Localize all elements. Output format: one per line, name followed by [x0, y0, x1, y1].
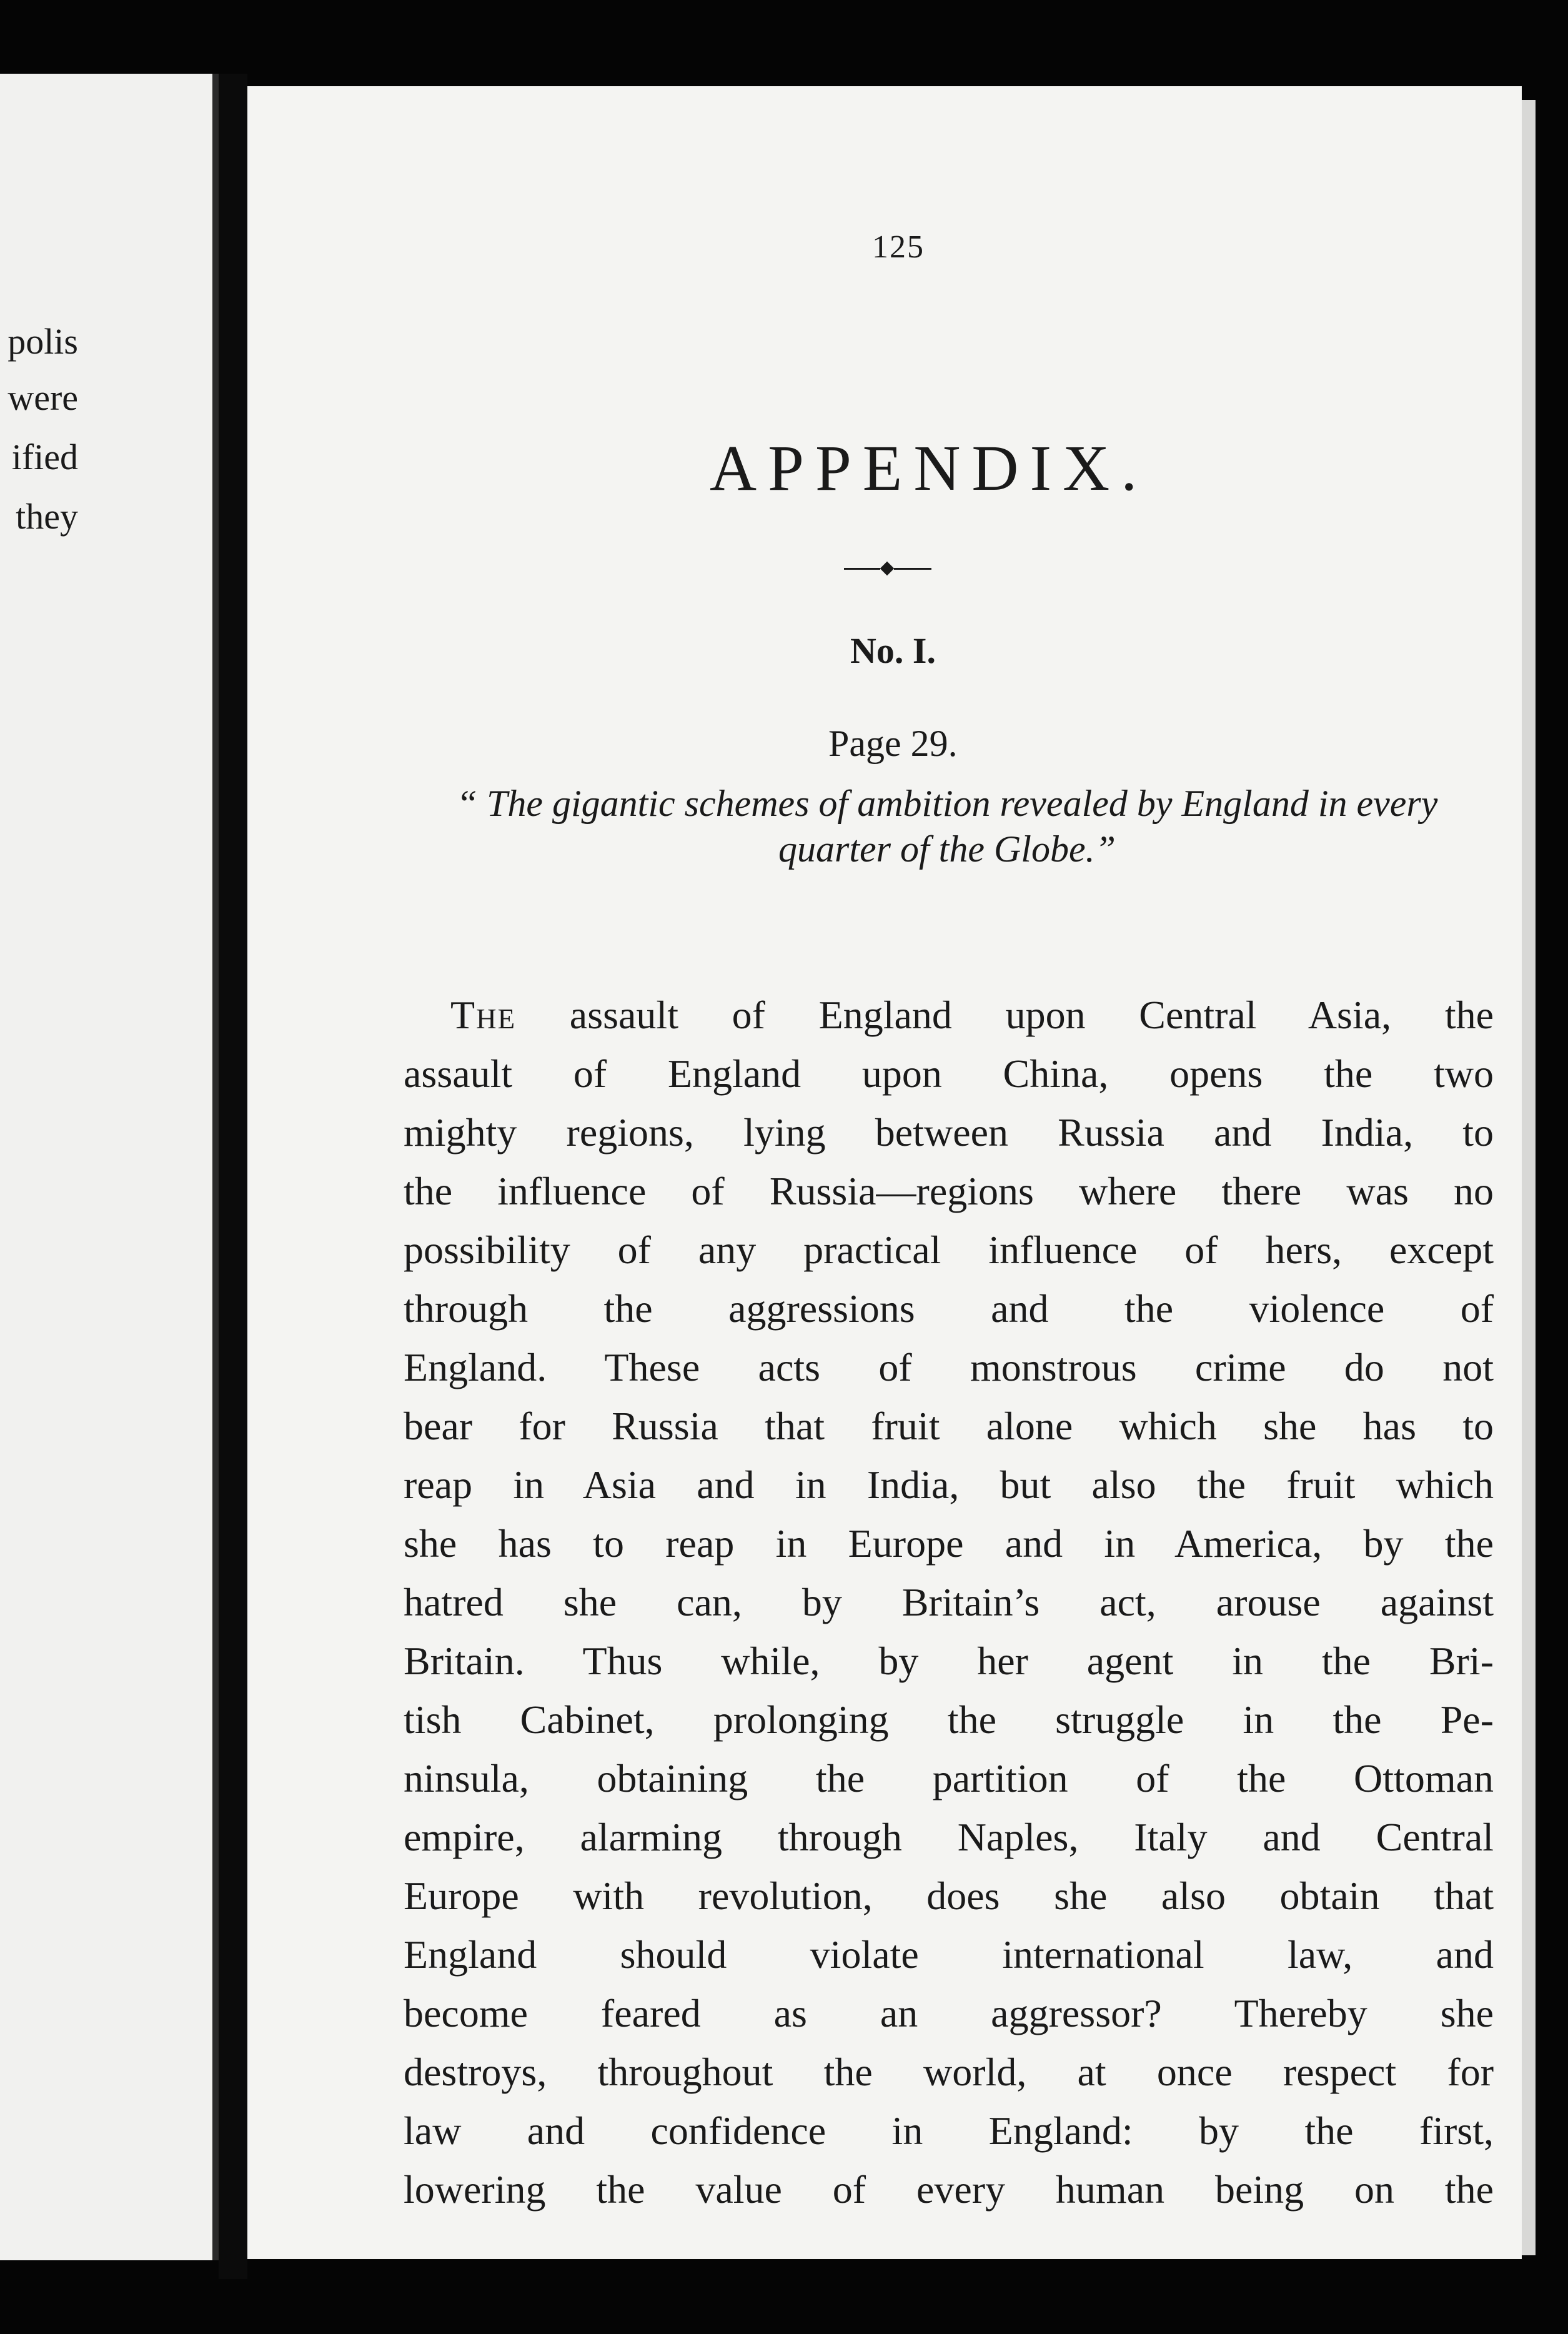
text-line: Europe with revolution, does she also obtain that — [404, 1874, 1494, 1918]
text-line: through the aggressions and the violence of — [404, 1286, 1494, 1331]
text-line: empire, alarming through Naples, Italy and Central — [404, 1815, 1494, 1859]
divider-ornament — [844, 564, 931, 574]
drop-word: The — [450, 993, 517, 1037]
text-line: tish Cabinet, prolonging the struggle in the Pe- — [404, 1697, 1494, 1742]
epigraph-quote: “ The gigantic schemes of ambition revealed by England in every quarter of the Globe.” — [456, 783, 1438, 870]
text-line: reap in Asia and in India, but also the fruit which — [404, 1462, 1494, 1507]
text-line: bear for Russia that fruit alone which she has to — [404, 1404, 1494, 1448]
facing-page-fragment: they — [16, 496, 78, 537]
page-reference: Page 29. — [828, 723, 958, 764]
text-line: law and confidence in England: by the first, — [404, 2108, 1494, 2153]
page-number: 125 — [872, 229, 925, 265]
text-line: assault of England upon China, opens the two — [404, 1051, 1494, 1096]
facing-page — [0, 74, 219, 2260]
text-line: England should violate international law, and — [404, 1932, 1494, 1977]
text-line: The assault of England upon Central Asia, the — [450, 993, 1494, 1037]
facing-page-fragment: were — [7, 377, 78, 418]
text-line: possibility of any practical influence of hers, except — [404, 1228, 1494, 1272]
document-page — [247, 86, 1522, 2259]
page-title: APPENDIX. — [710, 432, 1149, 504]
page-edge — [1522, 100, 1536, 2255]
facing-page-fragment: polis — [7, 321, 78, 362]
text-line: Britain. Thus while, by her agent in the Bri- — [404, 1639, 1494, 1683]
text-line: become feared as an aggressor? Thereby she — [404, 1991, 1494, 2035]
text-line: destroys, throughout the world, at once respect for — [404, 2050, 1494, 2094]
text-line: ninsula, obtaining the partition of the Ottoman — [404, 1756, 1494, 1800]
text-line: lowering the value of every human being on the — [404, 2167, 1494, 2212]
facing-page-fragment: ified — [11, 437, 78, 477]
text-line: she has to reap in Europe and in America, by the — [404, 1521, 1494, 1566]
body-paragraph — [404, 986, 1494, 2219]
text-line: the influence of Russia—regions where there was no — [404, 1169, 1494, 1213]
section-number: No. I. — [850, 630, 936, 671]
text-line: England. These acts of monstrous crime do not — [404, 1345, 1494, 1389]
book-gutter — [219, 74, 247, 2279]
text-line: hatred she can, by Britain’s act, arouse against — [404, 1580, 1494, 1624]
text-line: mighty regions, lying between Russia and India, to — [404, 1110, 1494, 1155]
